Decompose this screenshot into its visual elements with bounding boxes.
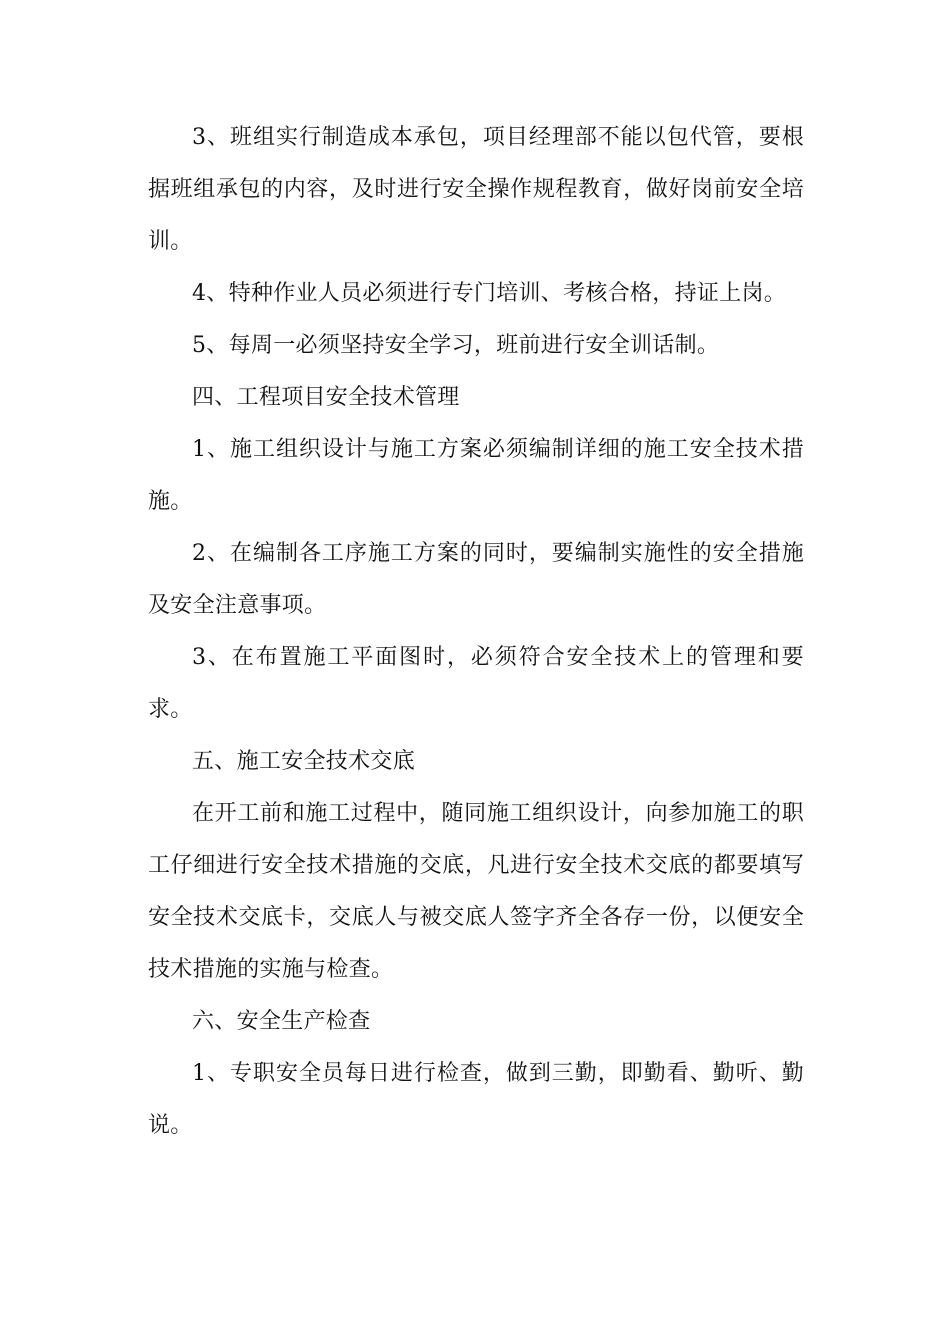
paragraph-weekly-study: 5、每周一必须坚持安全学习，班前进行安全训话制。 (192, 333, 720, 358)
paragraph-special-operators: 4、特种作业人员必须进行专门培训、考核合格，持证上岗。 (192, 281, 787, 306)
section-heading-technical-management: 四、工程项目安全技术管理 (192, 385, 460, 410)
paragraph-construction-design: 1、施工组织设计与施工方案必须编制详细的施工安全技术措施。 (148, 437, 804, 514)
paragraph-team-contracting: 3、班组实行制造成本承包，项目经理部不能以包代管，要根据班组承包的内容，及时进行安全操作规程教育，做好岗前安全培训。 (148, 125, 804, 254)
section-heading-technical-briefing: 五、施工安全技术交底 (192, 749, 416, 774)
paragraph-briefing-details: 在开工前和施工过程中，随同施工组织设计，向参加施工的职工仔细进行安全技术措施的交底，凡进行安全技术交底的都要填写安全技术交底卡，交底人与被交底人签字齐全各存一份，以便安全技术措施的实施与检查。 (148, 801, 804, 982)
paragraph-process-plan: 2、在编制各工序施工方案的同时，要编制实施性的安全措施及安全注意事项。 (148, 541, 804, 618)
section-heading-safety-inspection: 六、安全生产检查 (192, 1009, 371, 1034)
paragraph-daily-inspection: 1、专职安全员每日进行检查，做到三勤，即勤看、勤听、勤说。 (148, 1061, 804, 1138)
document-body (148, 112, 804, 1152)
paragraph-site-layout: 3、在布置施工平面图时，必须符合安全技术上的管理和要求。 (148, 645, 804, 722)
